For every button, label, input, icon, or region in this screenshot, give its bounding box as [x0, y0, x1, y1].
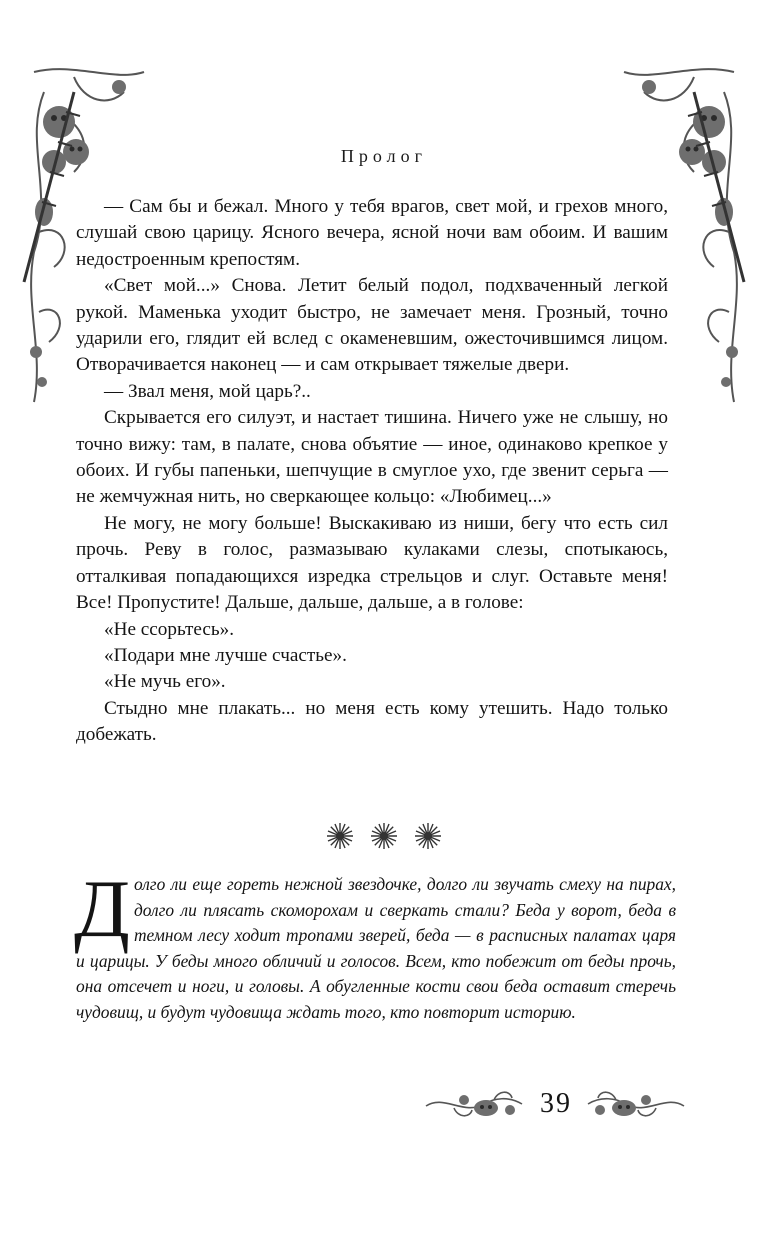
drop-cap: Д	[74, 863, 130, 954]
paragraph: «Не мучь его».	[104, 671, 226, 693]
page-number: 39	[540, 1088, 572, 1119]
epigraph	[74, 863, 676, 1026]
paragraph: Не могу, не могу больше! Выскакиваю из ниши, бегу что есть сил прочь. Реву в голос, размазываю кулаками слезы, спотыкаюсь, отталкивая попадающихся изредка стрельцов и слуг. Оставьте меня! Все! Пропустите! Дальше, дальше, дальше, а в голове:	[76, 512, 668, 614]
paragraph: «Не ссорьтесь».	[104, 618, 235, 640]
section-separator	[0, 822, 768, 850]
epigraph-text: олго ли еще гореть нежной звездочке, долго ли звучать смеху на пирах, долго ли плясать скоморохам и сверкать стали? Беда у ворот, беда в темном лесу ходит тропами зверей, беда — в расписных палатах царя и царицы. У беды много обличий и голосов. Всем, кто побежит от беды прочь, она отсечет и ноги, и головы. А обугленные кости свои беда оставит стеречь чудовищ, и будут чудовища ждать того, кто повторит историю.	[76, 874, 676, 1022]
paragraph: Стыдно мне плакать... но меня есть кому утешить. Надо только добежать.	[76, 697, 668, 746]
sunburst-icon	[326, 822, 354, 850]
sunburst-icon	[414, 822, 442, 850]
footer-ornament-right-icon	[586, 1086, 686, 1124]
footer-ornament-left-icon	[424, 1086, 524, 1124]
paragraph: «Подари мне лучше счастье».	[104, 644, 347, 666]
paragraph: Скрывается его силуэт, и настает тишина. Ничего уже не слышу, но точно вижу: там, в палате, снова объятие — иное, одинаково крепкое у обоих. И губы папеньки, шепчущие в смуглое ухо, где звенит серьга — не жемчужная нить, но сверкающее кольцо: «Любимец...»	[76, 407, 668, 508]
paragraph: — Сам бы и бежал. Много у тебя врагов, свет мой, и грехов много, слушай свою царицу. Ясного вечера, ясной ночи вам обоим. И вашим недостроенным крепостям.	[76, 196, 668, 270]
paragraph: — Звал меня, мой царь?..	[104, 380, 311, 402]
sunburst-icon	[370, 822, 398, 850]
running-title: Пролог	[340, 146, 428, 166]
main-text	[76, 194, 668, 749]
page-footer	[0, 1084, 768, 1128]
paragraph: «Свет мой...» Снова. Летит белый подол, подхваченный легкой рукой. Маменька уходит быстро, не замечает меня. Грозный, точно ударили его, глядит ей вслед с окаменевшим, ожесточившимся лицом. Отворачивается наконец — и сам открывает тяжелые двери.	[76, 275, 668, 376]
